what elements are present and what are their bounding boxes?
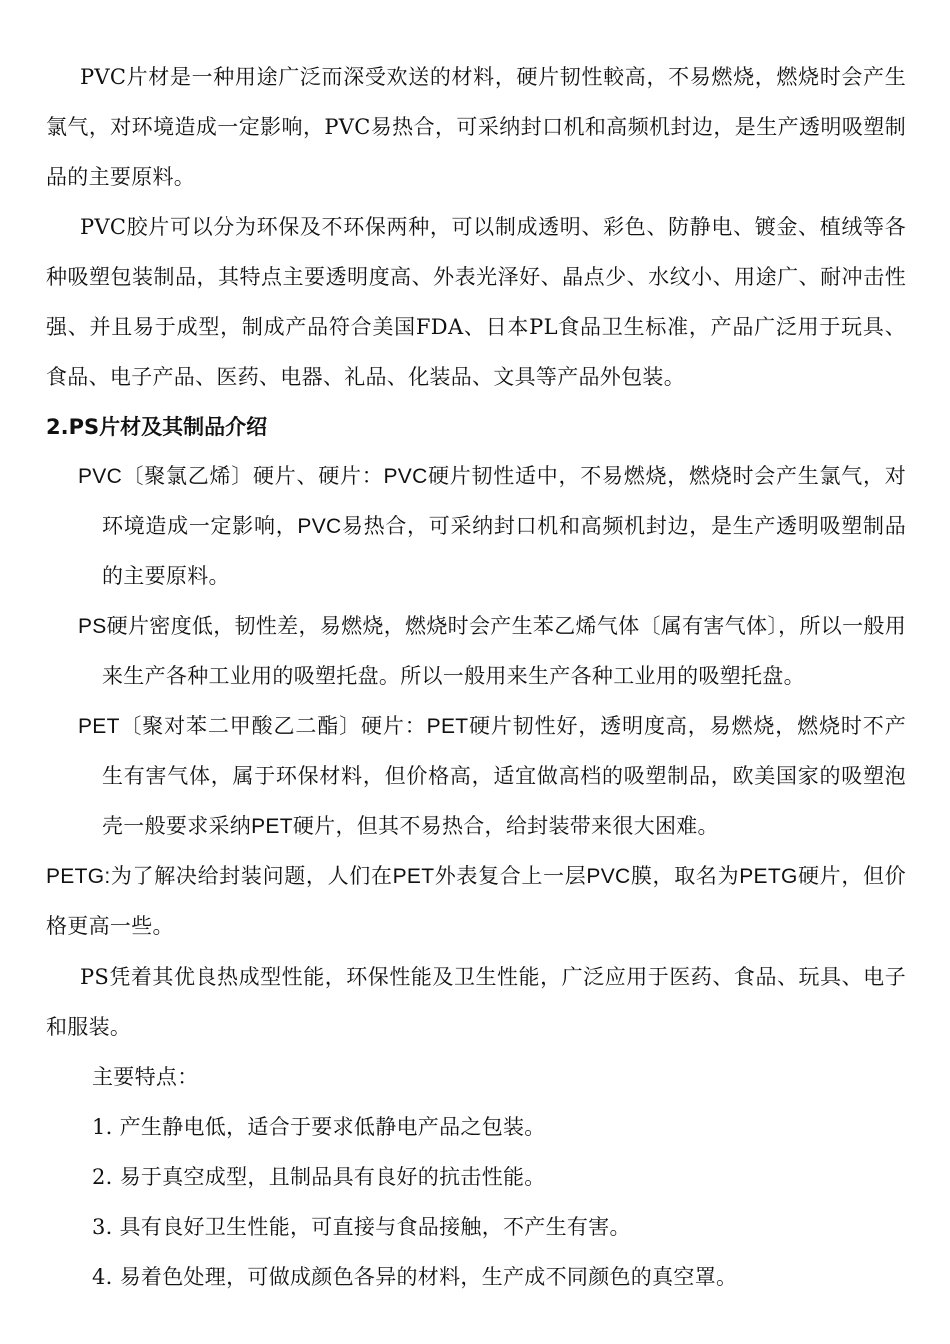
paragraph-pvc-film: PVC胶片可以分为环保及不环保两种，可以制成透明、彩色、防静电、镀金、植绒等各种吸塑包装制品，其特点主要透明度高、外表光泽好、晶点少、水纹小、用途广、耐冲击性强、并且易于成型，制成产品符合美国FDA、日本PL食品卫生标准，产品广泛用于玩具、食品、电子产品、医药、电器、礼品、化装品、文具等产品外包装。 bbox=[46, 215, 906, 389]
feature-item-2: 2. 易于真空成型，且制品具有良好的抗击性能。 bbox=[92, 1165, 546, 1189]
material-pvc: PVC〔聚氯乙烯〕硬片、硬片：PVC硬片韧性适中，不易燃烧，燃烧时会产生氯气，对环境造成一定影响，PVC易热合，可采纳封口机和高频机封边，是生产透明吸塑制品的主要原料。 bbox=[78, 465, 906, 588]
material-petg: PETG:为了解决给封装问题，人们在PET外表复合上一层PVC膜，取名为PETG硬片，但价格更高一些。 bbox=[46, 865, 906, 938]
material-pet: PET〔聚对苯二甲酸乙二酯〕硬片：PET硬片韧性好，透明度高，易燃烧，燃烧时不产生有害气体，属于环保材料，但价格高，适宜做高档的吸塑制品，欧美国家的吸塑泡壳一般要求采纳PET硬片，但其不易热合，给封装带来很大困难。 bbox=[78, 715, 906, 838]
section-heading: 2.PS片材及其制品介绍 bbox=[46, 415, 268, 439]
feature-item-1: 1. 产生静电低，适合于要求低静电产品之包装。 bbox=[92, 1115, 546, 1139]
feature-item-4: 4. 易着色处理，可做成颜色各异的材料，生产成不同颜色的真空罩。 bbox=[92, 1265, 738, 1289]
feature-item-3: 3. 具有良好卫生性能，可直接与食品接触，不产生有害。 bbox=[92, 1215, 631, 1239]
document-page bbox=[46, 52, 906, 1302]
features-title: 主要特点： bbox=[92, 1065, 199, 1089]
paragraph-ps-intro: PS凭着其优良热成型性能，环保性能及卫生性能，广泛应用于医药、食品、玩具、电子和服装。 bbox=[46, 965, 906, 1039]
paragraph-pvc-sheet: PVC片材是一种用途广泛而深受欢送的材料，硬片韧性較高，不易燃烧，燃烧时会产生氯气，对环境造成一定影响，PVC易热合，可采纳封口机和高频机封边，是生产透明吸塑制品的主要原料。 bbox=[46, 65, 906, 189]
material-ps: PS硬片密度低，韧性差，易燃烧，燃烧时会产生苯乙烯气体〔属有害气体〕，所以一般用来生产各种工业用的吸塑托盘。所以一般用来生产各种工业用的吸塑托盘。 bbox=[78, 615, 906, 688]
